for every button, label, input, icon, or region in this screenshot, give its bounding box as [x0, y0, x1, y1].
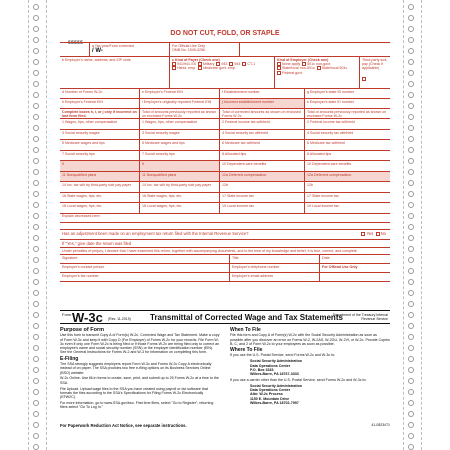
money-field[interactable]: 18 Local wages, tips, etc.	[60, 203, 140, 213]
box-a[interactable]: a Tax year/Form corrected / W-	[90, 43, 170, 56]
money-row	[60, 119, 390, 130]
tractor-hole	[33, 378, 39, 384]
tractor-hole	[408, 136, 414, 142]
form-name: W-3c	[72, 310, 103, 325]
left-perforation-inner	[46, 0, 47, 450]
tractor-hole	[33, 367, 39, 373]
tractor-hole	[33, 301, 39, 307]
signature-row	[60, 255, 390, 264]
tractor-hole	[33, 345, 39, 351]
no-checkbox[interactable]	[376, 232, 380, 236]
form-title: Transmittal of Corrected Wage and Tax Statements	[150, 313, 343, 322]
tractor-hole	[408, 114, 414, 120]
date-field[interactable]: Date	[322, 256, 330, 260]
tractor-hole	[408, 26, 414, 32]
money-field[interactable]: 17 State income tax	[220, 193, 305, 203]
row-a	[60, 43, 390, 57]
box-j[interactable]: j Incorrect establishment number	[220, 99, 305, 108]
row-b-c	[60, 57, 390, 89]
tractor-hole	[408, 356, 414, 362]
employer-option[interactable]: State/local non-501c	[277, 66, 315, 70]
box-f[interactable]: f Establishment number	[220, 89, 305, 98]
tractor-hole	[33, 290, 39, 296]
tractor-hole	[33, 191, 39, 197]
contact-row: Employer's contact person Employer's telephone number For Official Use Only	[60, 264, 390, 273]
tractor-hole	[408, 4, 414, 10]
row-h-k	[60, 99, 390, 109]
row-d-g	[60, 89, 390, 99]
form-id-bar: Form W-3c (Rev. 11-2019) Transmittal of Corrected Wage and Tax Statements Department of the Treasury Internal Revenue Service	[62, 310, 388, 325]
money-field[interactable]: 4 Social security tax withheld	[307, 130, 354, 135]
yes-checkbox[interactable]	[361, 232, 365, 236]
tractor-hole	[33, 114, 39, 120]
tractor-hole	[33, 213, 39, 219]
money-field[interactable]: 9	[60, 161, 140, 171]
money-field[interactable]: 18 Local wages, tips, etc.	[140, 203, 220, 213]
money-field[interactable]: 14 Inc. tax w/h by third-party sick pay payer	[60, 182, 140, 192]
tractor-hole	[33, 147, 39, 153]
title-field[interactable]: Title	[230, 255, 320, 263]
tractor-hole	[33, 81, 39, 87]
box-h[interactable]: h Employer's Federal EIN	[60, 99, 140, 108]
tractor-hole	[408, 389, 414, 395]
payer-checkbox[interactable]	[242, 62, 246, 66]
payer-option[interactable]: Medicare govt. emp.	[198, 66, 236, 70]
date-row[interactable]: If "Yes," give date the return was filed	[60, 240, 390, 248]
tractor-hole	[33, 136, 39, 142]
address-carrier: Social Security Administration Data Operations Center Attn: W-2c Process 1150 E. Mountain Drive Wilkes-Barre, PA 18702-7997	[250, 383, 302, 405]
tractor-hole	[33, 257, 39, 263]
tractor-hole	[408, 433, 414, 439]
tractor-hole	[408, 345, 414, 351]
tractor-hole	[33, 70, 39, 76]
money-field[interactable]: 7 Social security tips	[140, 151, 220, 161]
tractor-hole	[408, 213, 414, 219]
tractor-hole	[408, 180, 414, 186]
tractor-hole	[33, 202, 39, 208]
explain-row[interactable]: Explain decreases here:	[60, 213, 390, 223]
money-field[interactable]: 11 Nonqualified plans	[140, 172, 220, 182]
money-field[interactable]: 3 Social security wages	[60, 130, 140, 140]
money-row	[60, 182, 390, 193]
right-tractor-strip	[405, 0, 419, 450]
tractor-hole	[408, 202, 414, 208]
tractor-hole	[33, 411, 39, 417]
tractor-hole	[408, 147, 414, 153]
tractor-hole	[33, 268, 39, 274]
explain-line[interactable]	[60, 223, 390, 230]
tractor-hole	[408, 246, 414, 252]
tractor-hole	[408, 59, 414, 65]
money-field[interactable]: 1 Wages, tips, other compensation	[60, 119, 140, 129]
box-g[interactable]: g Employer's state ID number	[307, 90, 355, 94]
instructions-right: When To File File this form and Copy A of Form(s) W-2c with the Social Security Administration as soon as possible after you discover an error on Forms W-2, W-2AS, W-2GU, W-2VI, or W-2c. Provide Copies B, C, and 2 of Form W-2c to your employees as soon as possible. Where To File If you use the U.S. Postal Service, send Forms W-2c and W-3c to: Social Security Administration Data Operations Center P.O. Box 3333 Wilkes-Barre, PA 18767-3333 If you use a carrier other than the U.S. Postal Service, send Forms W-2c and W-3c to: Social Security Administration Data Operations Center Attn: W-2c Process 1150 E. Mountain Drive Wilkes-Barre, PA 18702-7997	[230, 327, 390, 405]
payer-option[interactable]: CT-1	[242, 62, 255, 66]
tractor-hole	[33, 334, 39, 340]
money-field[interactable]: 19 Local income tax	[220, 203, 305, 213]
payer-option[interactable]: 941/941-SS	[172, 62, 196, 66]
money-field[interactable]: 9	[140, 161, 220, 171]
tractor-hole	[33, 400, 39, 406]
money-field[interactable]: 16 State wages, tips, etc.	[140, 193, 220, 203]
tractor-hole	[408, 191, 414, 197]
money-row	[60, 161, 390, 172]
tractor-hole	[408, 81, 414, 87]
tractor-hole	[33, 103, 39, 109]
money-field[interactable]: 4 Social security tax withheld	[220, 130, 305, 140]
tractor-hole	[33, 444, 39, 450]
left-tractor-strip	[30, 0, 44, 450]
money-field[interactable]: 14 Inc. tax w/h by third-party sick pay payer	[140, 182, 220, 192]
tractor-hole	[408, 323, 414, 329]
fax-field[interactable]: Employer's fax number	[60, 273, 230, 281]
money-field[interactable]: 5 Medicare wages and tips	[140, 140, 220, 150]
money-field[interactable]: 2 Federal income tax withheld	[307, 120, 355, 124]
adjustment-row: Has an adjustment been made on an employment tax return filed with the Internal Revenue Service? Yes No	[60, 230, 390, 240]
money-field[interactable]: 8 Allocated tips	[307, 151, 332, 156]
tractor-hole	[408, 235, 414, 241]
tractor-hole	[33, 158, 39, 164]
money-row	[60, 193, 390, 204]
tractor-hole	[408, 70, 414, 76]
tractor-hole	[408, 400, 414, 406]
employer-option[interactable]: Federal govt.	[277, 71, 303, 75]
box-i[interactable]: i Employer's originally reported Federal EIN	[140, 99, 220, 108]
box-k[interactable]: k Employer's state ID number	[307, 100, 355, 104]
employer-checkbox[interactable]	[317, 66, 321, 70]
tractor-hole	[33, 323, 39, 329]
tractor-hole	[408, 290, 414, 296]
money-field[interactable]: 12a Deferred compensation	[305, 172, 390, 182]
tractor-hole	[408, 92, 414, 98]
tractor-hole	[408, 125, 414, 131]
tractor-hole	[408, 334, 414, 340]
employer-checkbox[interactable]	[277, 71, 281, 75]
catalog-number: 41-0823471	[371, 423, 390, 427]
tractor-hole	[33, 389, 39, 395]
box-c-kind-of-payer: c Kind of Payer (Check one) 941/941-SS Military 943 944 CT-1Hshld. emp. Medicare govt. emp.	[170, 57, 275, 88]
pra-notice: For Paperwork Reduction Act Notice, see separate instructions.	[60, 423, 187, 428]
tractor-hole	[33, 37, 39, 43]
third-party-sick-pay[interactable]: Third-party sick pay (Check if applicable)	[360, 57, 390, 88]
right-perforation	[403, 0, 404, 450]
tractor-hole	[33, 356, 39, 362]
money-field[interactable]: 6 Medicare tax withheld	[307, 141, 345, 145]
tractor-hole	[408, 48, 414, 54]
tractor-hole	[408, 422, 414, 428]
tractor-hole	[33, 433, 39, 439]
money-field[interactable]: 12b	[307, 183, 313, 187]
tractor-hole	[408, 279, 414, 285]
employer-option[interactable]: State/local 501c	[317, 66, 348, 70]
money-field[interactable]: 10 Dependent care benefits	[307, 162, 352, 166]
employer-option[interactable]: 501c non-govt.	[302, 62, 331, 66]
payer-option[interactable]: Hshld. emp.	[172, 66, 196, 70]
box-d[interactable]: d Number of Forms W-2c	[60, 89, 140, 98]
form-code: 55555	[68, 40, 84, 46]
money-field[interactable]: 8 Allocated tips	[220, 151, 305, 161]
payer-option[interactable]: Military	[198, 62, 214, 66]
tractor-hole	[33, 180, 39, 186]
email-field[interactable]: Employer's email address	[230, 273, 320, 281]
tractor-hole	[33, 15, 39, 21]
money-field[interactable]: 1 Wages, tips, other compensation	[140, 119, 220, 129]
money-field[interactable]: 10 Dependent care benefits	[220, 161, 305, 171]
box-e[interactable]: e Employer's Federal EIN	[140, 89, 220, 98]
contact-field[interactable]: Employer's contact person	[60, 264, 230, 272]
employer-option[interactable]: None apply	[277, 62, 300, 66]
tractor-hole	[408, 224, 414, 230]
money-field[interactable]: 12b	[220, 182, 305, 192]
tractor-hole	[408, 411, 414, 417]
w3c-form	[60, 30, 390, 428]
tractor-hole	[408, 103, 414, 109]
tractor-hole	[408, 301, 414, 307]
payer-option[interactable]: 943	[216, 62, 227, 66]
money-field[interactable]: 12a Deferred compensation	[220, 172, 305, 182]
money-field[interactable]: 11 Nonqualified plans	[60, 172, 140, 182]
signature-field[interactable]: Signature	[60, 255, 230, 263]
money-row	[60, 151, 390, 162]
money-row	[60, 203, 390, 214]
money-field[interactable]: 7 Social security tips	[60, 151, 140, 161]
tractor-hole	[33, 4, 39, 10]
payer-option[interactable]: 944	[229, 62, 240, 66]
row-note: Complete boxes h, i, or j only if incorrect on last form filed. Total of amounts previously reported as shown on enclosed Forms W-2c Total of corrected amounts as shown on enclosed Forms W-2c Total of amounts previously reported as shown on enclosed Forms W-2c	[60, 109, 390, 119]
tractor-hole	[33, 235, 39, 241]
tractor-hole	[33, 246, 39, 252]
tractor-hole	[408, 378, 414, 384]
payer-checkbox[interactable]	[198, 66, 202, 70]
tractor-hole	[408, 257, 414, 263]
tractor-hole	[33, 92, 39, 98]
money-field[interactable]: 6 Medicare tax withheld	[220, 140, 305, 150]
tractor-hole	[33, 169, 39, 175]
payer-checkbox[interactable]	[172, 66, 176, 70]
tractor-hole	[33, 59, 39, 65]
do-not-cut-banner: DO NOT CUT, FOLD, OR STAPLE	[170, 30, 280, 37]
left-perforation	[28, 0, 29, 450]
money-row	[60, 140, 390, 151]
tractor-hole	[33, 312, 39, 318]
money-row	[60, 172, 390, 183]
phone-field[interactable]: Employer's telephone number	[230, 264, 320, 272]
third-party-checkbox[interactable]	[362, 77, 366, 81]
tractor-hole	[408, 367, 414, 373]
right-perforation-outer	[421, 0, 422, 450]
money-field[interactable]: 17 State income tax	[307, 193, 339, 198]
tractor-hole	[408, 37, 414, 43]
box-b-employer-name[interactable]: b Employer's name, address, and ZIP code	[60, 57, 170, 88]
fax-row	[60, 273, 390, 282]
money-field[interactable]: 3 Social security wages	[140, 130, 220, 140]
kind-of-employer: Kind of Employer (Check one) None apply 501c non-govt.State/local non-501c State/local 501cFederal govt.	[275, 57, 360, 88]
money-field[interactable]: 5 Medicare wages and tips	[60, 140, 140, 150]
tractor-hole	[33, 125, 39, 131]
address-usps: Social Security Administration Data Operations Center P.O. Box 3333 Wilkes-Barre, PA 18767-3333	[250, 359, 302, 377]
money-field[interactable]: 16 State wages, tips, etc.	[60, 193, 140, 203]
tractor-hole	[408, 444, 414, 450]
money-row	[60, 130, 390, 141]
official-use-box: For Official Use Only OMB No. 1545-0256	[170, 43, 240, 56]
money-field[interactable]: 19 Local income tax	[307, 204, 339, 208]
tractor-hole	[33, 224, 39, 230]
tractor-hole	[408, 158, 414, 164]
tractor-hole	[408, 268, 414, 274]
tractor-hole	[33, 48, 39, 54]
tractor-hole	[33, 279, 39, 285]
tractor-hole	[408, 312, 414, 318]
instructions-left: Purpose of Form Use this form to transmit Copy A of Form(s) W-2c, Corrected Wage and Tax Statement. Make a copy of Form W-3c and keep it with Copy D (For Employer) of Forms W-2c for your records. File Form W-3c even if only one Form W-2c is being filed or if those Forms W-2c are being filed only to correct an employee's name and social security number (SSN) or the employer identification number (EIN). See the General Instructions for Forms W-2 and W-3 for information on completing this form. E-Filing The SSA strongly suggests employers report Form W-3c and Forms W-2c Copy A electronically instead of on paper. The SSA provides two free e-filing options on its Business Services Online (BSO) website: W-2c Online. Use fill-in forms to create, save, print, and submit up to 25 Forms W-2c at a time to the SSA. File Upload. Upload wage files to the SSA you have created using payroll or tax software that formats the files according to the SSA's Specifications for Filing Forms W-2c Electronically (EFW2C). For more information, go to www.SSA.gov/bso. First time filers, select "Go to Register"; returning filers select "Go To Log In."	[60, 327, 220, 410]
tractor-hole	[33, 422, 39, 428]
tractor-hole	[408, 169, 414, 175]
money-field[interactable]: 2 Federal income tax withheld	[220, 119, 305, 129]
tractor-hole	[408, 15, 414, 21]
tractor-hole	[33, 26, 39, 32]
penalty-row: Under penalties of perjury, I declare that I have examined this return, together with accompanying documents, and to the best of my knowledge and belief, it is true, correct, and complete.	[60, 248, 390, 255]
